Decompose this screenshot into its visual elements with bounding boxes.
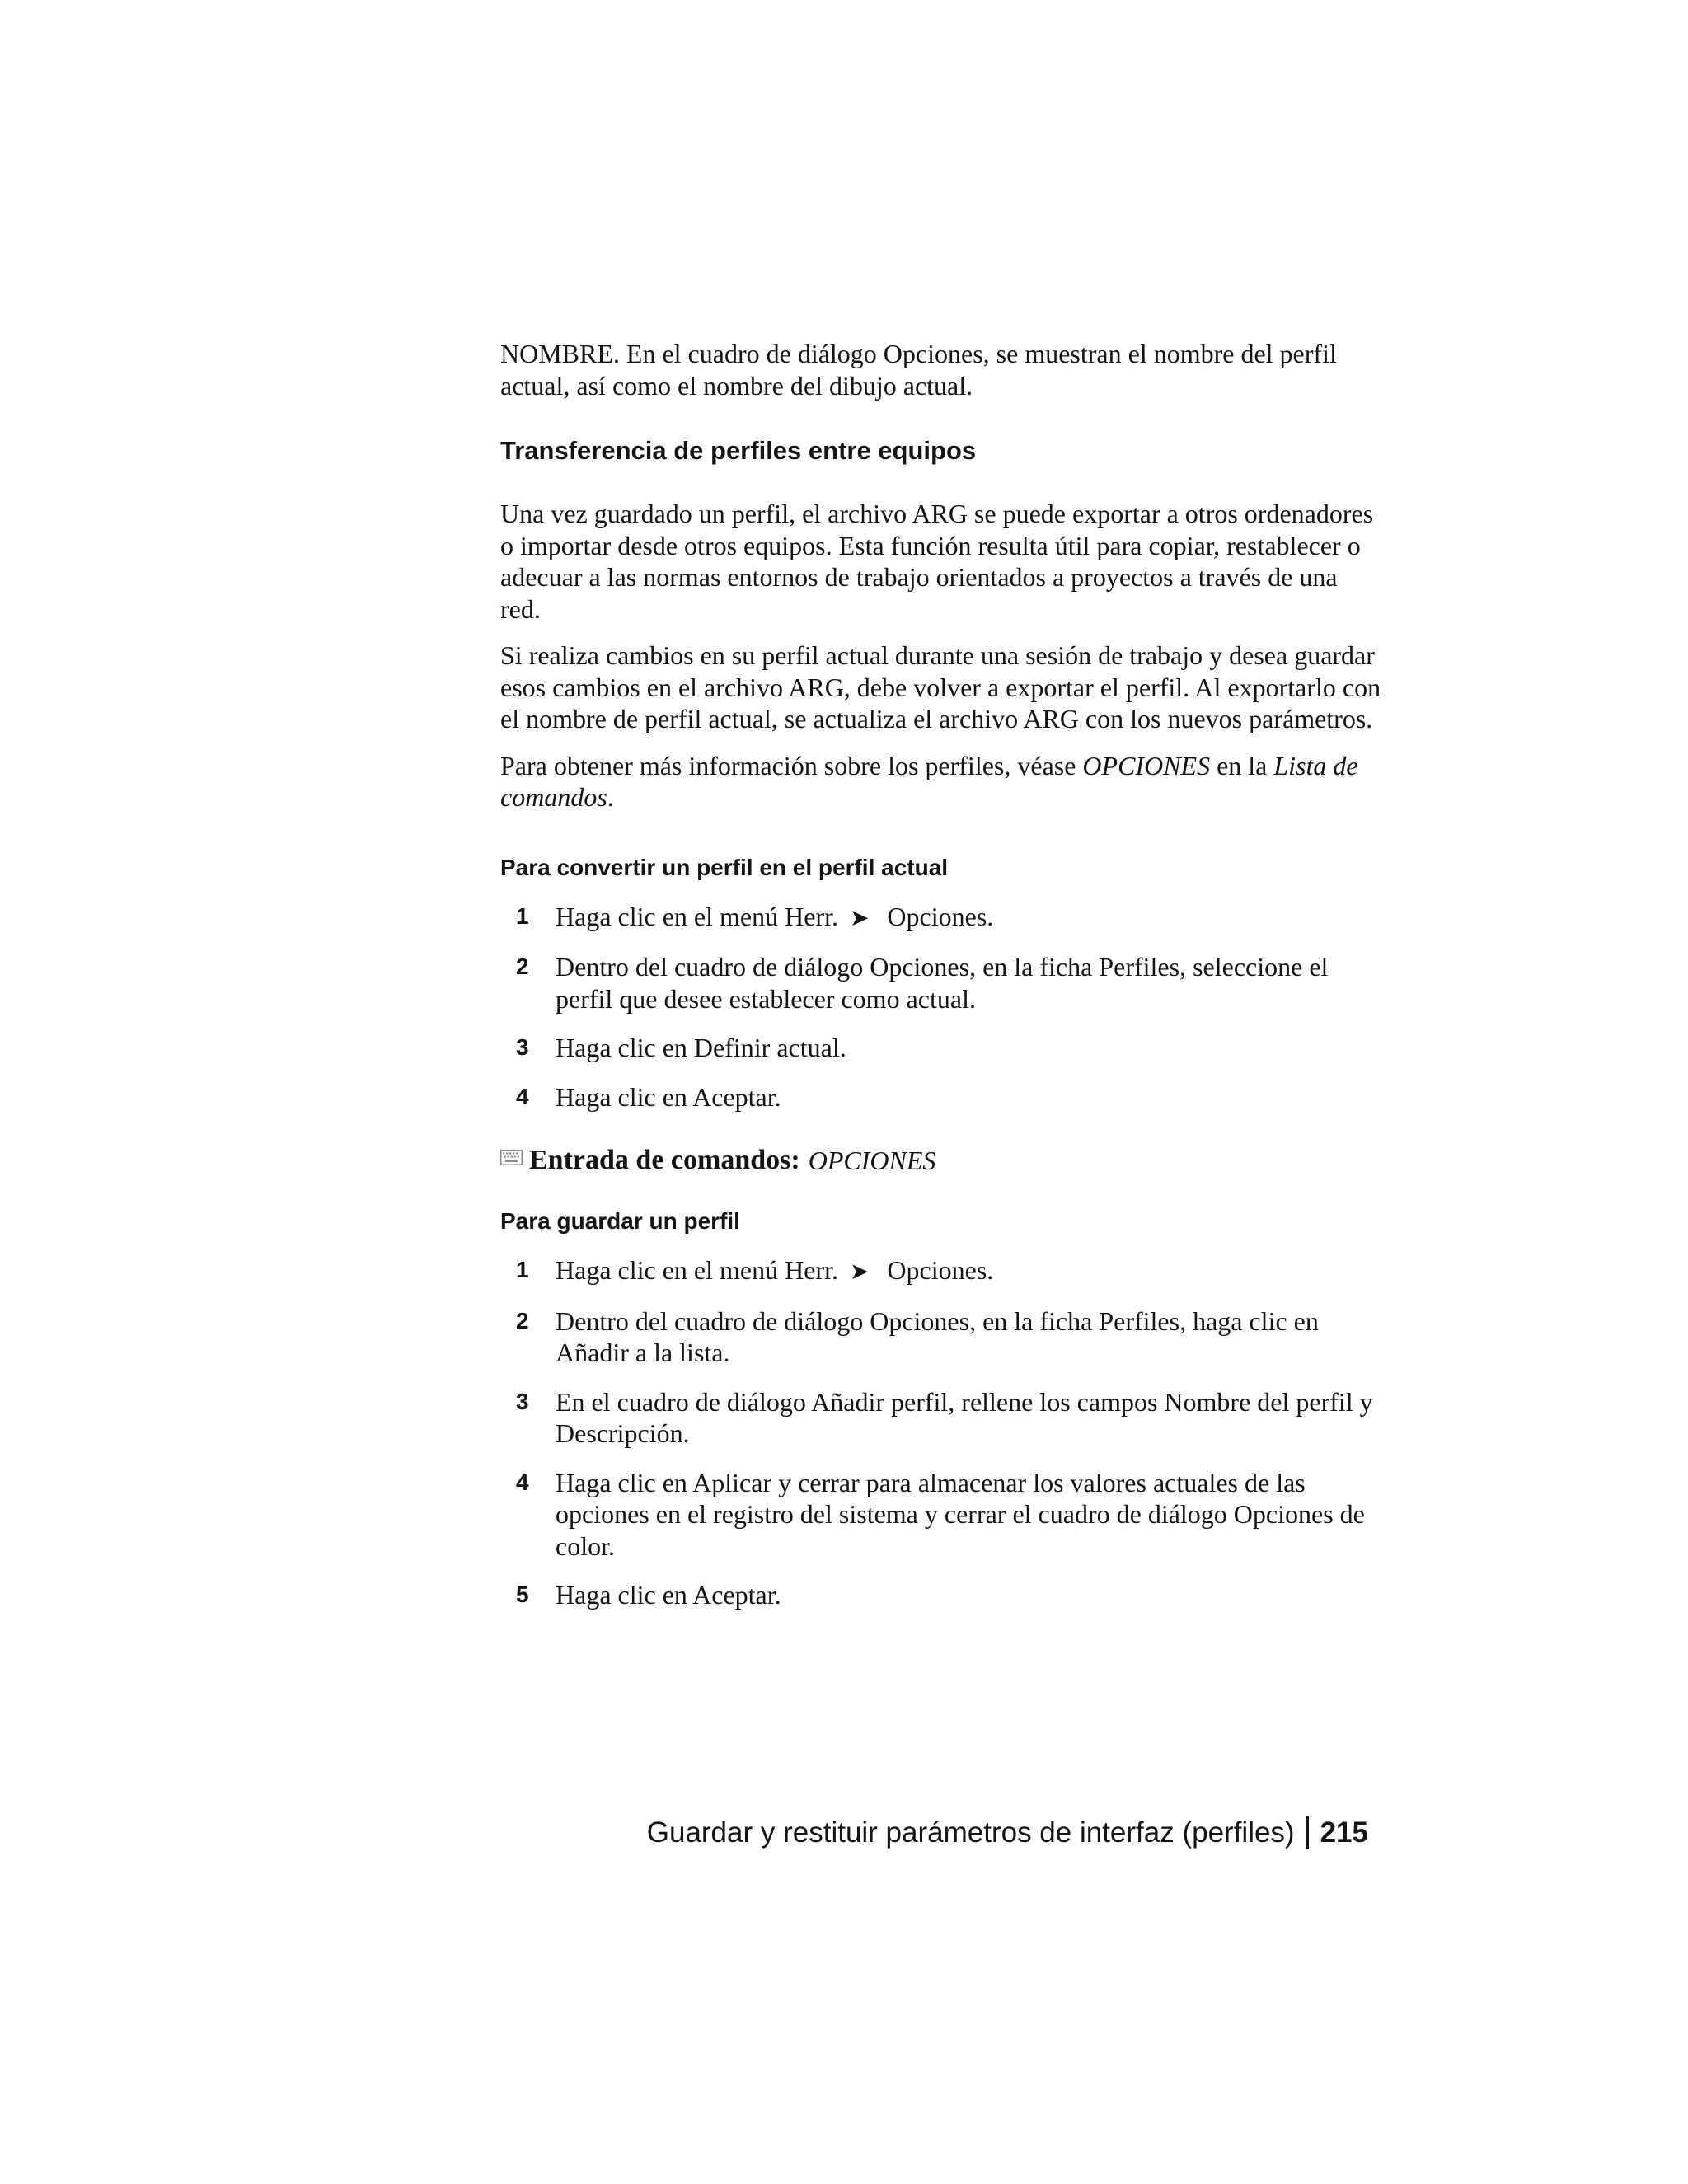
step-number: 3 [516, 1034, 529, 1060]
section-paragraph-3 [500, 750, 1382, 813]
step-text-after: Opciones. [887, 901, 994, 931]
step-number: 2 [516, 1307, 529, 1333]
step-number: 3 [516, 1388, 529, 1414]
page-content [500, 338, 1382, 1629]
footer-chapter-title: Guardar y restituir parámetros de interfaz (perfiles) [646, 1816, 1295, 1849]
step-text: Haga clic en Aplicar y cerrar para almacenar los valores actuales de las opciones en el registro del sistema y cerrar el cuadro de diálogo Opciones de color. [556, 1467, 1365, 1561]
procedure-step [500, 951, 1382, 1015]
command-entry-value: OPCIONES [808, 1146, 936, 1175]
step-number: 5 [516, 1582, 529, 1607]
menu-arrow-icon: ➤ [849, 903, 870, 931]
procedure-step [500, 1305, 1382, 1369]
keyboard-icon [500, 1150, 523, 1165]
procedure-step [500, 1032, 1382, 1064]
step-text: Haga clic en el menú Herr. [556, 901, 838, 931]
procedure-step [500, 1579, 1382, 1611]
procedure-step [500, 1254, 1382, 1288]
step-text: Haga clic en Aceptar. [556, 1580, 781, 1610]
procedure-step [500, 1467, 1382, 1563]
step-number: 4 [516, 1469, 529, 1495]
procedure-step [500, 1081, 1382, 1113]
step-number: 2 [516, 954, 529, 979]
footer-divider [1306, 1816, 1309, 1849]
step-text: En el cuadro de diálogo Añadir perfil, rellene los campos Nombre del perfil y Descripción. [556, 1386, 1373, 1448]
section-paragraph-1: Una vez guardado un perfil, el archivo ARG se puede exportar a otros ordenadores o importar desde otros equipos. Esta función resulta útil para copiar, restablecer o adecuar a las normas entornos de trabajo orientados a proyectos a través de una red. [500, 499, 1374, 624]
procedure-step [500, 901, 1382, 935]
intro-paragraph: NOMBRE. En el cuadro de diálogo Opciones, se muestran el nombre del perfil actual, así como el nombre del dibujo actual. [500, 339, 1337, 401]
step-text: Haga clic en el menú Herr. [556, 1255, 838, 1285]
command-entry [500, 1144, 1382, 1177]
step-number: 1 [516, 1257, 529, 1282]
step-number: 1 [516, 902, 529, 929]
paragraph-text: en la [1210, 750, 1274, 780]
procedure-heading-set-current: Para convertir un perfil en el perfil actual [500, 854, 949, 880]
command-reference: OPCIONES [1082, 750, 1211, 780]
procedure-steps-save-profile [500, 1254, 1382, 1611]
step-text: Dentro del cuadro de diálogo Opciones, en la ficha Perfiles, seleccione el perfil que desee establecer como actual. [556, 952, 1329, 1014]
section-paragraph-2: Si realiza cambios en su perfil actual durante una sesión de trabajo y desea guardar esos cambios en el archivo ARG, debe volver a exportar el perfil. Al exportarlo con el nombre de perfil actual, se actualiza el archivo ARG con los nuevos parámetros. [500, 640, 1381, 733]
menu-arrow-icon: ➤ [849, 1258, 870, 1285]
step-text: Haga clic en Aceptar. [556, 1081, 781, 1112]
procedure-heading-save-profile: Para guardar un perfil [500, 1208, 740, 1234]
paragraph-text: . [607, 782, 614, 812]
page-number: 215 [1320, 1816, 1368, 1849]
step-text-after: Opciones. [887, 1255, 994, 1285]
procedure-steps-set-current [500, 901, 1382, 1113]
page-footer [647, 1815, 1368, 1851]
section-heading: Transferencia de perfiles entre equipos [500, 436, 977, 465]
step-text: Haga clic en Definir actual. [556, 1033, 846, 1062]
step-text: Dentro del cuadro de diálogo Opciones, en la ficha Perfiles, haga clic en Añadir a la lista. [556, 1305, 1319, 1367]
procedure-step [500, 1386, 1382, 1450]
command-entry-label: Entrada de comandos: [529, 1145, 800, 1175]
paragraph-text: Para obtener más información sobre los perfiles, véase [500, 750, 1083, 780]
step-number: 4 [516, 1083, 529, 1109]
book-reference: Lista de comandos [500, 750, 1358, 812]
